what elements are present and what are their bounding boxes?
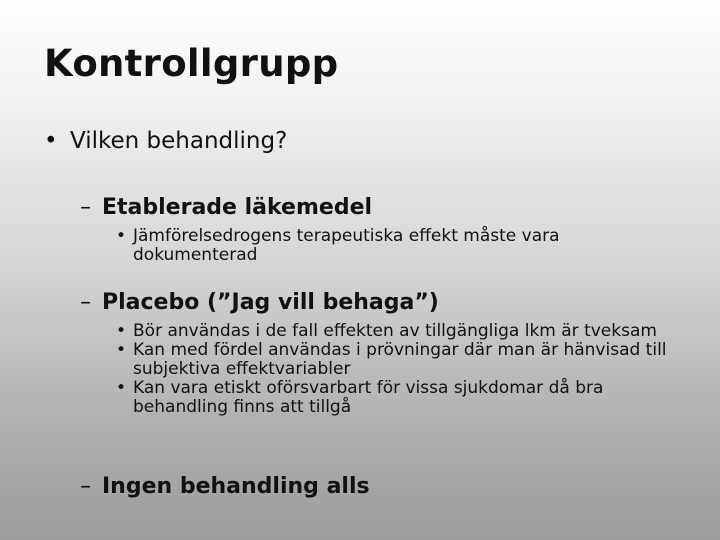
slide-title: Kontrollgrupp (44, 42, 339, 85)
subheading-placebo (80, 290, 439, 316)
sub-bullet-list (116, 227, 676, 265)
bullet-question-text: Vilken behandling? (70, 128, 288, 154)
dash-marker: – (80, 474, 91, 499)
sub-bullet-item: • Jämförelsedrogens terapeutiska effekt måste vara dokumenterad (116, 227, 676, 265)
dash-marker: – (80, 195, 91, 220)
subheading-text: Placebo (”Jag vill behaga”) (102, 290, 439, 315)
sub-bullet-item: • Kan med fördel användas i prövningar där man är hänvisad till subjektiva effektvariabler (116, 341, 676, 379)
sub-bullet-item: • Kan vara etiskt oförsvarbart för vissa sjukdomar då bra behandling finns att tillgå (116, 379, 676, 417)
dash-marker: – (80, 290, 91, 315)
sub-bullet-item: • Bör användas i de fall effekten av tillgängliga lkm är tveksam (116, 322, 676, 341)
subheading-established-drugs (80, 195, 372, 221)
subheading-no-treatment (80, 474, 370, 500)
bullet-question (44, 128, 287, 156)
subheading-text: Etablerade läkemedel (102, 195, 373, 220)
sub-bullet-list (116, 322, 676, 417)
subheading-text: Ingen behandling alls (102, 474, 370, 499)
bullet-marker: • (44, 128, 58, 154)
